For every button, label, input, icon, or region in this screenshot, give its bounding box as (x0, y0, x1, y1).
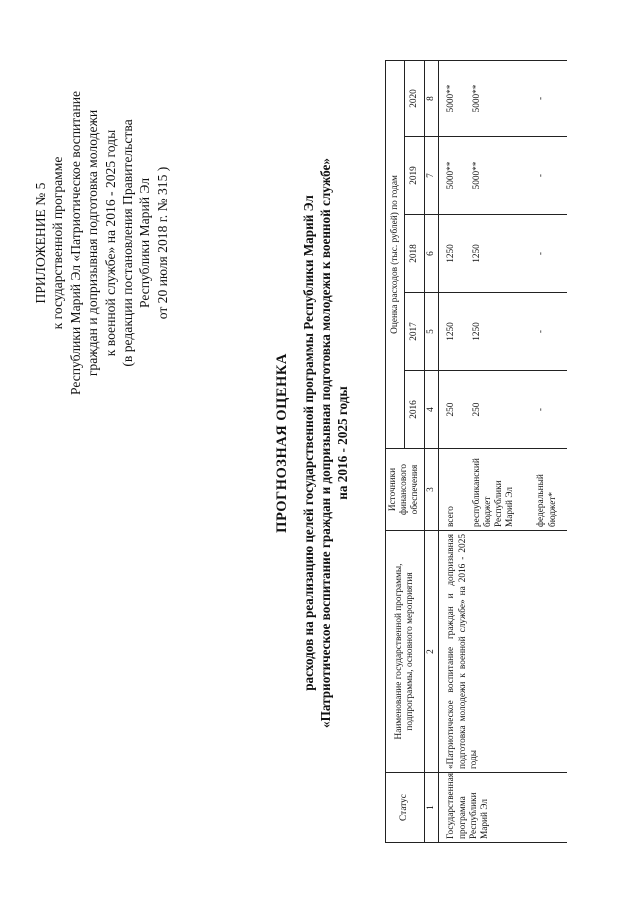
column-number: 7 (424, 137, 438, 215)
column-number: 5 (424, 293, 438, 371)
value-cell: - (518, 215, 566, 293)
value-cell: - (518, 293, 566, 371)
title-line: расходов на реализацию целей государственной программы Республики Марий Эл (301, 195, 316, 691)
appendix-line: к военной службе» на 2016 - 2025 годы (102, 129, 118, 357)
value-cell: 5000** (460, 137, 519, 215)
value-cell: 5000** (444, 60, 459, 136)
appendix-line: к государственной программе (50, 156, 66, 330)
source-label: республиканский бюджет Республики Марий Эл (460, 449, 519, 531)
title-line: «Патриотическое воспитание граждан и допризывная подготовка молодежи к военной службе» (318, 158, 333, 728)
header-name: Наименование государственной программы, подпрограммы, основного мероприятия (386, 531, 425, 773)
appendix-line: ПРИЛОЖЕНИЕ № 5 (33, 182, 48, 304)
header-estimate: Оценка расходов (тыс. рублей) по годам (386, 60, 405, 448)
row-status: Государственная программа Республики Марий Эл (444, 773, 566, 843)
document-title (272, 43, 351, 843)
value-cell: 5000** (444, 137, 459, 215)
value-cell: 1250 (444, 293, 459, 371)
row-program-name: «Патриотическое воспитание граждан и допризывная подготовка молодежи к военной службе» на 2016 - 2025 годы (444, 531, 566, 773)
title-line: на 2016 - 2025 годы (335, 386, 350, 500)
column-number: 4 (424, 371, 438, 449)
value-cell: 5000** (460, 60, 519, 136)
appendix-line: от 20 июля 2018 г. № 315 ) (154, 166, 170, 320)
source-label: всего (444, 449, 459, 531)
value-cell: - (518, 60, 566, 136)
value-cell: 1250 (460, 215, 519, 293)
budget-table (385, 60, 567, 843)
appendix-line: Республики Марий Эл (137, 177, 153, 309)
appendix-header (32, 33, 171, 453)
value-cell: 1250 (444, 215, 459, 293)
value-cell: 1250 (460, 293, 519, 371)
value-cell: - (518, 137, 566, 215)
header-year: 2019 (405, 137, 424, 215)
header-source: Источники финансового обеспечения (386, 449, 425, 531)
column-number: 8 (424, 60, 438, 136)
header-year: 2018 (405, 215, 424, 293)
title-main: ПРОГНОЗНАЯ ОЦЕНКА (274, 353, 290, 533)
header-year: 2017 (405, 293, 424, 371)
appendix-line: Республики Марий Эл «Патриотическое воспитание (67, 90, 83, 396)
value-cell: 250 (460, 371, 519, 449)
header-year: 2020 (405, 60, 424, 136)
table-row (444, 60, 459, 842)
value-cell: - (518, 371, 566, 449)
column-number: 3 (424, 449, 438, 531)
value-cell: 250 (444, 371, 459, 449)
column-number: 1 (424, 773, 438, 843)
appendix-line: (в редакции постановления Правительства (120, 119, 136, 367)
source-label: федеральный бюджет* (518, 449, 566, 531)
header-status: Статус (386, 773, 425, 843)
column-number: 2 (424, 531, 438, 773)
column-number: 6 (424, 215, 438, 293)
header-year: 2016 (405, 371, 424, 449)
appendix-line: граждан и допризывная подготовка молодежи (85, 109, 101, 377)
